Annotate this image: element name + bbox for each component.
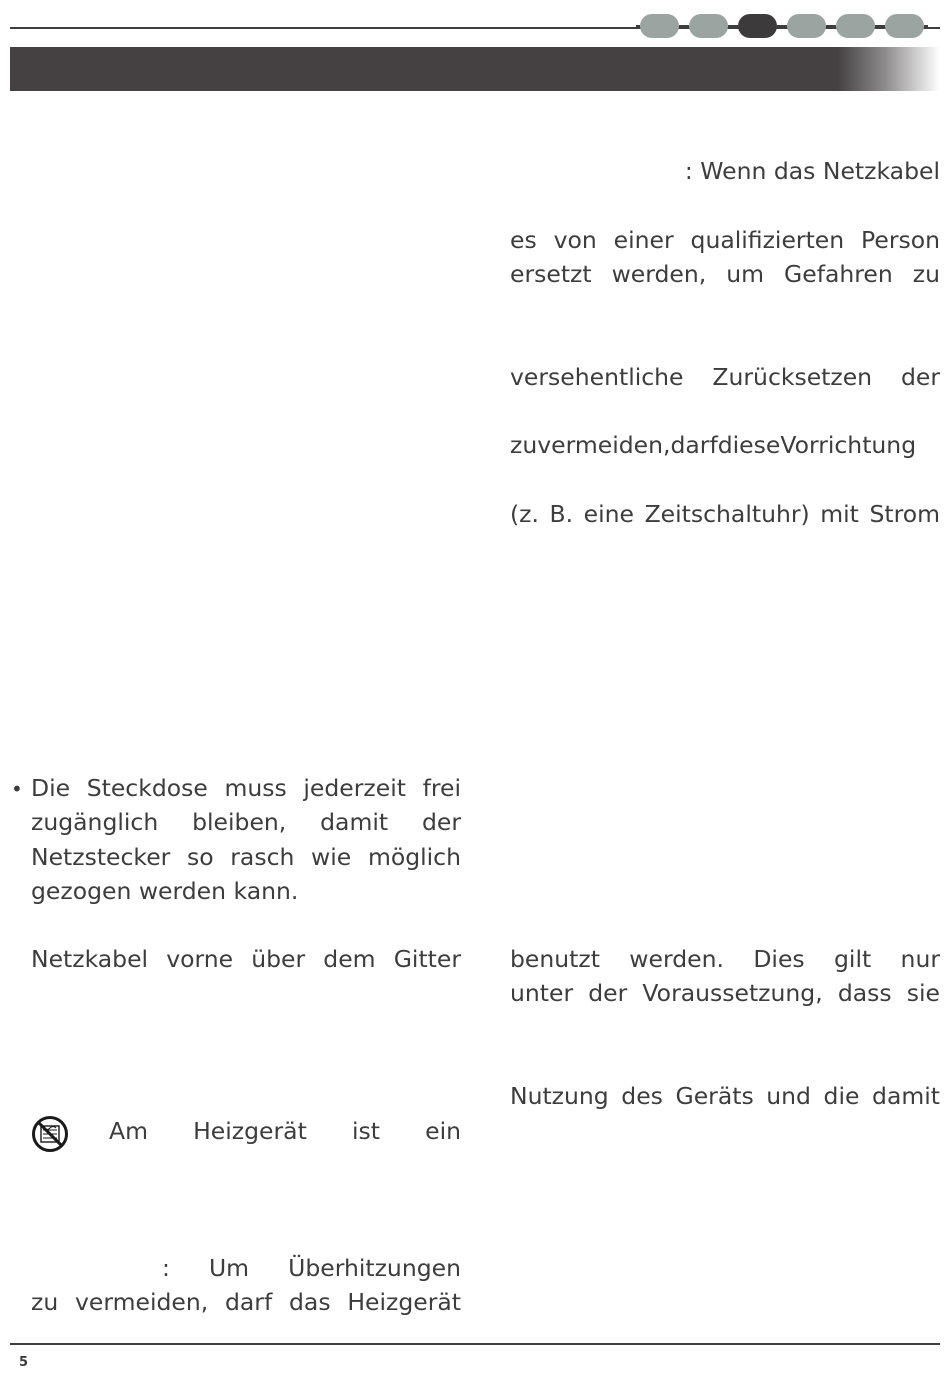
step-dot-1: [640, 14, 679, 38]
step-dot-3-active: [738, 14, 777, 38]
right-text-line-6: (z. B. eine Zeitschaltuhr) mit Strom: [510, 500, 940, 528]
right-text-line-8: unter der Voraussetzung, dass sie: [510, 979, 940, 1007]
section-header-band: [10, 47, 940, 91]
page-number: 5: [19, 1355, 29, 1370]
step-indicator: [636, 13, 940, 39]
step-dot-2: [689, 14, 728, 38]
right-text-line-4: versehentliche Zurücksetzen der: [510, 363, 940, 391]
left-text-line-4: : Um Überhitzungen: [162, 1254, 461, 1282]
right-text-line-7: benutzt werden. Dies gilt nur: [510, 945, 940, 973]
bottom-rule: [10, 1343, 940, 1345]
no-covering-icon: [31, 1115, 69, 1153]
left-text-line-5: zu vermeiden, darf das Heizgerät: [31, 1288, 461, 1316]
right-text-line-2: es von einer qualifizierten Person: [510, 226, 940, 254]
left-bullet-paragraph: Die Steckdose muss jederzeit frei zugänglich bleiben, damit der Netzstecker so rasch wie möglich gezogen werden kann.: [31, 774, 461, 905]
left-text-line-2: Netzkabel vorne über dem Gitter: [31, 945, 461, 973]
step-dot-4: [787, 14, 826, 38]
left-text-line-3: Am Heizgerät ist ein: [109, 1117, 461, 1145]
right-text-line-1: : Wenn das Netzkabel: [684, 157, 940, 185]
right-text-line-5: zuvermeiden,darfdieseVorrichtung: [510, 431, 917, 459]
right-text-line-9: Nutzung des Geräts und die damit: [510, 1082, 940, 1110]
step-dot-5: [836, 14, 875, 38]
right-text-line-3: ersetzt werden, um Gefahren zu: [510, 260, 940, 288]
step-dot-6: [885, 14, 924, 38]
bullet-marker: •: [11, 777, 23, 801]
